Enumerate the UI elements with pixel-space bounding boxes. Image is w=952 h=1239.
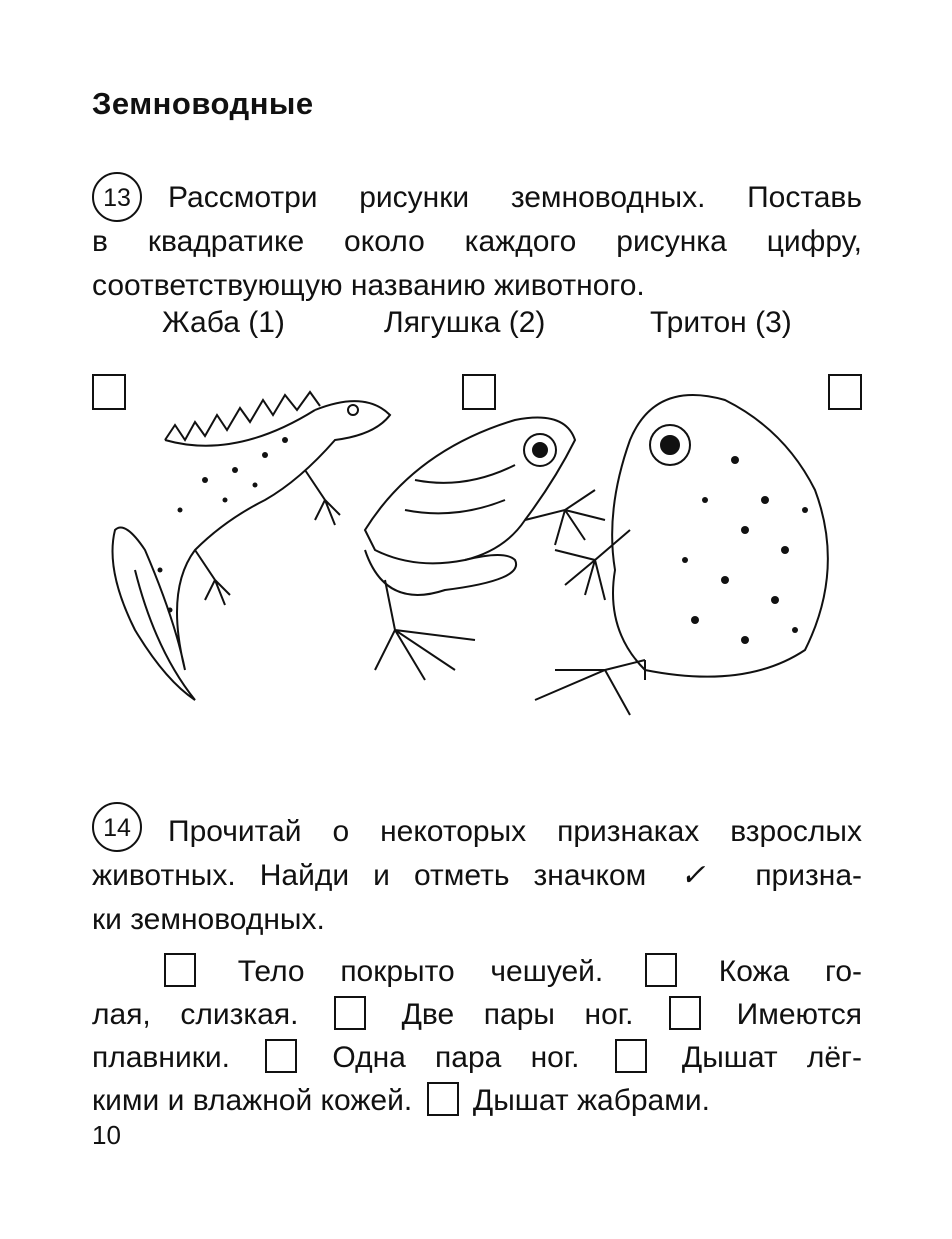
task-14-options: [92, 950, 862, 1122]
checkbox-lungs-skin[interactable]: [615, 1039, 647, 1073]
option-fins-2: плавники.: [92, 1041, 230, 1074]
amphibians-illustration: [85, 370, 885, 740]
checkbox-one-pair-legs[interactable]: [265, 1039, 297, 1073]
checkbox-bare-skin[interactable]: [645, 953, 677, 987]
name-toad: Жаба (1): [162, 306, 285, 339]
frog-drawing: [365, 418, 605, 681]
toad-drawing: [535, 395, 828, 715]
option-two-pairs-legs: Две пары ног.: [401, 998, 634, 1031]
task-13-line-1: Рассмотри рисунки земноводных. Поставь: [168, 181, 862, 214]
task-13-line-2: в квадратике около каждого рисунка цифру,: [92, 225, 862, 258]
task-14-line-2: [92, 854, 862, 898]
option-bare-skin-1: Кожа го-: [718, 955, 862, 988]
checkbox-fins[interactable]: [669, 996, 701, 1030]
name-frog: Лягушка (2): [384, 306, 546, 339]
task-14-number: 14: [92, 802, 142, 852]
page-number: 10: [92, 1120, 121, 1150]
task-14-line-3: ки земноводных.: [92, 903, 325, 936]
checkbox-scales[interactable]: [164, 953, 196, 987]
checkbox-two-pairs-legs[interactable]: [334, 996, 366, 1030]
option-gills: Дышат жабрами.: [472, 1084, 710, 1117]
section-title: Земноводные: [92, 86, 314, 121]
newt-drawing: [113, 392, 391, 700]
option-lungs-skin-1: Дышат лёг-: [681, 1041, 862, 1074]
option-bare-skin-2: лая, слизкая.: [92, 998, 299, 1031]
task-13-text: [92, 176, 862, 308]
option-one-pair-legs: Одна пара ног.: [332, 1041, 580, 1074]
check-mark-icon: ✓: [680, 859, 722, 892]
task-14-line-1: Прочитай о некоторых признаках взрослых: [168, 815, 862, 848]
option-scales: Тело покрыто чешуей.: [237, 955, 604, 988]
task-14-text: [92, 810, 862, 942]
task-14-line-2-text: животных. Найди и отметь значком: [92, 859, 647, 892]
checkbox-gills[interactable]: [427, 1082, 459, 1116]
task-13-number: 13: [92, 172, 142, 222]
task-13-line-3: соответствующую названию животного.: [92, 269, 645, 302]
task-14-line-2-end: призна-: [755, 859, 862, 892]
name-newt: Тритон (3): [650, 306, 792, 339]
option-fins-1: Имеются: [736, 998, 862, 1031]
option-lungs-skin-2: кими и влажной кожей.: [92, 1084, 413, 1117]
